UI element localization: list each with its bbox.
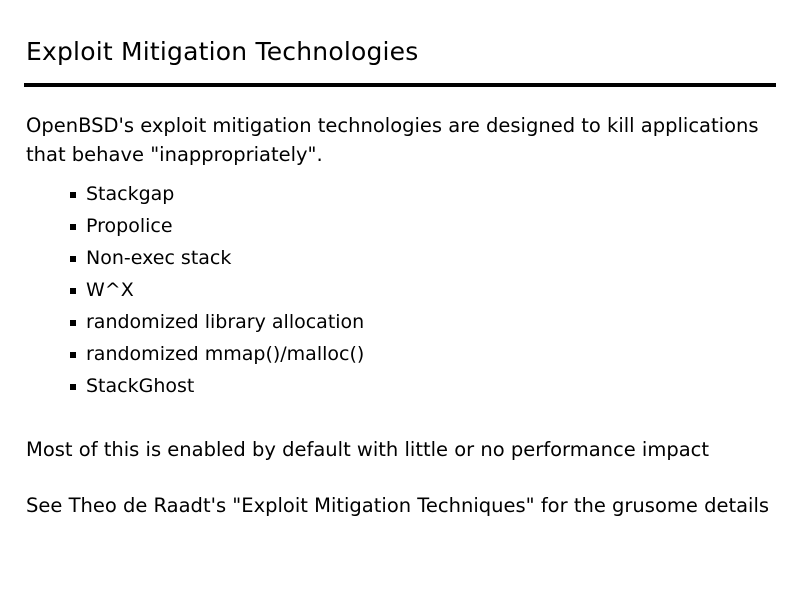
list-item-label: StackGhost — [86, 375, 195, 398]
list-item-label: randomized mmap()/malloc() — [86, 343, 365, 366]
square-bullet-icon — [70, 288, 76, 294]
intro-paragraph: OpenBSD's exploit mitigation technologies are designed to kill applications that behave "inappropriately". — [26, 113, 759, 166]
square-bullet-icon — [70, 256, 76, 262]
list-item — [70, 345, 776, 377]
list-item — [70, 217, 776, 249]
closing-paragraph-performance: Most of this is enabled by default with little or no performance impact — [26, 438, 710, 462]
bullet-list — [24, 185, 776, 409]
closing-paragraph-reference: See Theo de Raadt's "Exploit Mitigation Techniques" for the grusome details — [26, 493, 770, 517]
square-bullet-icon — [70, 352, 76, 358]
list-item — [70, 281, 776, 313]
list-item — [70, 185, 776, 217]
square-bullet-icon — [70, 192, 76, 198]
square-bullet-icon — [70, 320, 76, 326]
list-item-label: W^X — [86, 279, 134, 302]
square-bullet-icon — [70, 224, 76, 230]
list-item-label: Stackgap — [86, 183, 175, 206]
list-item — [70, 249, 776, 281]
page-title: Exploit Mitigation Technologies — [26, 37, 419, 66]
list-item-label: Non-exec stack — [86, 247, 232, 270]
title-divider — [24, 83, 776, 87]
square-bullet-icon — [70, 384, 76, 390]
list-item-label: randomized library allocation — [86, 311, 365, 334]
list-item — [70, 313, 776, 345]
list-item — [70, 377, 776, 409]
list-item-label: Propolice — [86, 215, 173, 238]
